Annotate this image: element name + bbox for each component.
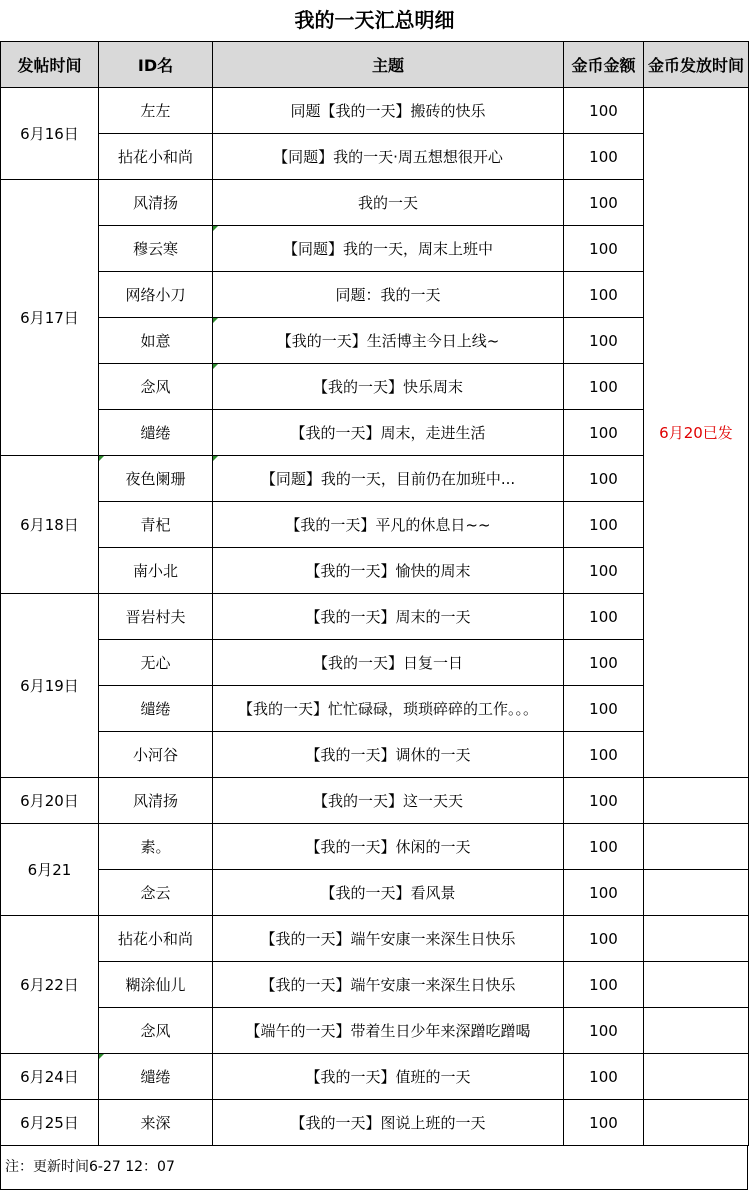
coin-amount-cell: 100 — [564, 134, 644, 180]
coin-amount-cell: 100 — [564, 548, 644, 594]
id-name-cell: 网络小刀 — [99, 272, 213, 318]
coin-amount-cell: 100 — [564, 732, 644, 778]
header-coin-amount: 金币金额 — [564, 42, 644, 88]
topic-cell: 【我的一天】愉快的周末 — [213, 548, 564, 594]
id-name-cell: 缱绻 — [99, 410, 213, 456]
coin-amount-cell: 100 — [564, 640, 644, 686]
table-row — [1, 916, 749, 962]
topic-cell: 【我的一天】平凡的休息日~~ — [213, 502, 564, 548]
table-row — [1, 180, 749, 226]
id-name-cell: 小河谷 — [99, 732, 213, 778]
coin-amount-cell: 100 — [564, 1008, 644, 1054]
id-name-cell: 拈花小和尚 — [99, 916, 213, 962]
id-name-cell: 素。 — [99, 824, 213, 870]
id-name-cell: 南小北 — [99, 548, 213, 594]
table-row — [1, 686, 749, 732]
coin-amount-cell: 100 — [564, 916, 644, 962]
payout-time-empty-cell — [644, 824, 749, 870]
coin-amount-cell: 100 — [564, 824, 644, 870]
topic-cell: 【我的一天】周末的一天 — [213, 594, 564, 640]
table-row — [1, 778, 749, 824]
table-row — [1, 1100, 749, 1146]
topic-cell: 【我的一天】调休的一天 — [213, 732, 564, 778]
topic-cell: 【我的一天】忙忙碌碌，琐琐碎碎的工作。。。 — [213, 686, 564, 732]
post-date-cell: 6月20日 — [1, 778, 99, 824]
id-name-cell: 来深 — [99, 1100, 213, 1146]
topic-cell: 【我的一天】休闲的一天 — [213, 824, 564, 870]
table-row — [1, 1008, 749, 1054]
coin-amount-cell: 100 — [564, 1054, 644, 1100]
header-id-name: ID名 — [99, 42, 213, 88]
payout-time-empty-cell — [644, 962, 749, 1008]
id-name-cell: 念风 — [99, 364, 213, 410]
table-row — [1, 456, 749, 502]
table-row — [1, 870, 749, 916]
payout-time-empty-cell — [644, 1008, 749, 1054]
post-date-cell: 6月22日 — [1, 916, 99, 1054]
table-row — [1, 226, 749, 272]
table-row — [1, 732, 749, 778]
table-row — [1, 134, 749, 180]
topic-cell: 【我的一天】这一天天 — [213, 778, 564, 824]
coin-amount-cell: 100 — [564, 272, 644, 318]
coin-amount-cell: 100 — [564, 364, 644, 410]
header-topic: 主题 — [213, 42, 564, 88]
table-row — [1, 1054, 749, 1100]
header-payout-time: 金币发放时间 — [644, 42, 749, 88]
topic-cell: 【我的一天】生活博主今日上线~ — [213, 318, 564, 364]
header-row — [1, 42, 749, 88]
coin-amount-cell: 100 — [564, 1100, 644, 1146]
sheet-title: 我的一天汇总明细 — [294, 8, 455, 32]
id-name-cell: 念风 — [99, 1008, 213, 1054]
coin-amount-cell: 100 — [564, 180, 644, 226]
coin-amount-cell: 100 — [564, 456, 644, 502]
table-row — [1, 594, 749, 640]
payout-time-empty-cell — [644, 778, 749, 824]
topic-cell: 我的一天 — [213, 180, 564, 226]
topic-cell: 同题【我的一天】搬砖的快乐 — [213, 88, 564, 134]
topic-cell: 【我的一天】端午安康一来深生日快乐 — [213, 962, 564, 1008]
coin-amount-cell: 100 — [564, 962, 644, 1008]
post-date-cell: 6月18日 — [1, 456, 99, 594]
payout-time-empty-cell — [644, 1054, 749, 1100]
table-row — [1, 318, 749, 364]
table-row — [1, 88, 749, 134]
id-name-cell: 风清扬 — [99, 778, 213, 824]
table-row — [1, 272, 749, 318]
topic-cell: 【我的一天】图说上班的一天 — [213, 1100, 564, 1146]
post-date-cell: 6月17日 — [1, 180, 99, 456]
id-name-cell: 夜色阑珊 — [99, 456, 213, 502]
id-name-cell: 风清扬 — [99, 180, 213, 226]
post-date-cell: 6月16日 — [1, 88, 99, 180]
post-date-cell: 6月25日 — [1, 1100, 99, 1146]
table-row — [1, 640, 749, 686]
id-name-cell: 晋岩村夫 — [99, 594, 213, 640]
topic-cell: 【同题】我的一天，目前仍在加班中... — [213, 456, 564, 502]
coin-amount-cell: 100 — [564, 778, 644, 824]
post-date-cell: 6月19日 — [1, 594, 99, 778]
payout-time-empty-cell — [644, 916, 749, 962]
coin-amount-cell: 100 — [564, 410, 644, 456]
topic-cell: 【同题】我的一天，周末上班中 — [213, 226, 564, 272]
coin-amount-cell: 100 — [564, 318, 644, 364]
coin-amount-cell: 100 — [564, 686, 644, 732]
topic-cell: 【我的一天】端午安康一来深生日快乐 — [213, 916, 564, 962]
topic-cell: 同题：我的一天 — [213, 272, 564, 318]
topic-cell: 【我的一天】值班的一天 — [213, 1054, 564, 1100]
table-row — [1, 962, 749, 1008]
id-name-cell: 缱绻 — [99, 1054, 213, 1100]
coin-amount-cell: 100 — [564, 88, 644, 134]
table-row — [1, 364, 749, 410]
summary-table — [0, 41, 749, 1146]
update-note: 注：更新时间6-27 12：07 — [0, 1145, 748, 1190]
coin-amount-cell: 100 — [564, 226, 644, 272]
id-name-cell: 如意 — [99, 318, 213, 364]
topic-cell: 【我的一天】看风景 — [213, 870, 564, 916]
coin-amount-cell: 100 — [564, 870, 644, 916]
post-date-cell: 6月24日 — [1, 1054, 99, 1100]
post-date-cell: 6月21 — [1, 824, 99, 916]
table-row — [1, 824, 749, 870]
id-name-cell: 左左 — [99, 88, 213, 134]
payout-time-cell: 6月20已发 — [644, 88, 749, 778]
payout-time-empty-cell — [644, 870, 749, 916]
id-name-cell: 穆云寒 — [99, 226, 213, 272]
header-post-time: 发帖时间 — [1, 42, 99, 88]
id-name-cell: 无心 — [99, 640, 213, 686]
topic-cell: 【我的一天】周末，走进生活 — [213, 410, 564, 456]
table-row — [1, 548, 749, 594]
coin-amount-cell: 100 — [564, 502, 644, 548]
topic-cell: 【同题】我的一天·周五想想很开心 — [213, 134, 564, 180]
topic-cell: 【我的一天】日复一日 — [213, 640, 564, 686]
topic-cell: 【我的一天】快乐周末 — [213, 364, 564, 410]
topic-cell: 【端午的一天】带着生日少年来深蹭吃蹭喝 — [213, 1008, 564, 1054]
table-row — [1, 502, 749, 548]
id-name-cell: 拈花小和尚 — [99, 134, 213, 180]
id-name-cell: 青杞 — [99, 502, 213, 548]
table-row — [1, 410, 749, 456]
id-name-cell: 念云 — [99, 870, 213, 916]
payout-time-empty-cell — [644, 1100, 749, 1146]
id-name-cell: 糊涂仙儿 — [99, 962, 213, 1008]
table-body — [1, 88, 749, 1146]
id-name-cell: 缱绻 — [99, 686, 213, 732]
coin-amount-cell: 100 — [564, 594, 644, 640]
